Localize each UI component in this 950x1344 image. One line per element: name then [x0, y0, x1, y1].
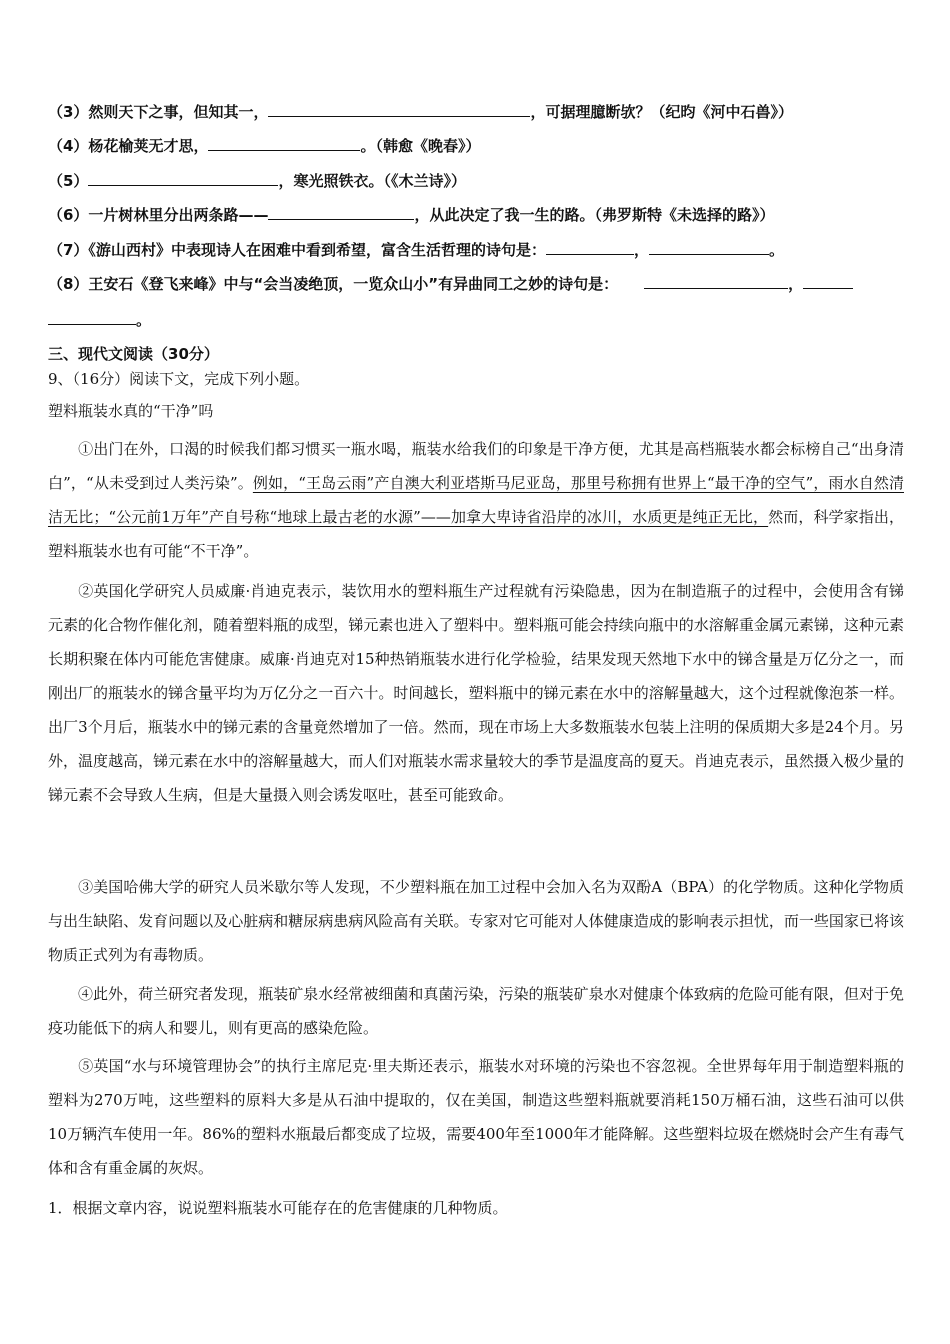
- q4-after: 。（韩愈《晚春》）: [360, 137, 481, 155]
- q7-before: （7）《游山西村》中表现诗人在困难中看到希望，富含生活哲理的诗句是：: [48, 241, 546, 259]
- fill-blank-q5: [48, 171, 466, 191]
- p4-text: ④此外，荷兰研究者发现，瓶装矿泉水经常被细菌和真菌污染，污染的瓶装矿泉水对健康个体致病的危险可能有限，但对于免疫功能低下的病人和婴儿，则有更高的感染危险。: [48, 985, 904, 1037]
- q7-answer-blank-2[interactable]: [649, 240, 769, 255]
- paragraph-2: [48, 574, 904, 812]
- p2-text: ②英国化学研究人员威廉·肖迪克表示，装饮用水的塑料瓶生产过程就有污染隐患，因为在制造瓶子的过程中，会使用含有锑元素的化合物作催化剂，随着塑料瓶的成型，锑元素也进入了塑料中。塑料瓶可能会持续向瓶中的水溶解重金属元素锑，这种元素长期积聚在体内可能危害健康。威廉·肖迪克对15种热销瓶装水进行化学检验，结果发现天然地下水中的锑含量是万亿分之一，而刚出厂的瓶装水的锑含量平均为万亿分之一百六十。时间越长，塑料瓶中的锑元素在水中的溶解量越大，这个过程就像泡茶一样。出厂3个月后，瓶装水中的锑元素的含量竟然增加了一倍。然而，现在市场上大多数瓶装水包装上注明的保质期大多是24个月。另外，温度越高，锑元素在水中的溶解量越大，而人们对瓶装水需求量较大的季节是温度高的夏天。肖迪克表示，虽然摄入极少量的锑元素不会导致人生病，但是大量摄入则会诱发呕吐，甚至可能致命。: [48, 582, 904, 804]
- q3-after: ，可据理臆断欤？（纪昀《河中石兽》）: [530, 103, 793, 121]
- p1-underlined: 例如，“王岛云雨”产自澳大利亚塔斯马尼亚岛，那里号称拥有世界上“最干净的空气”，雨水自然清洁无比；“公元前1万年”产自号称“地球上最古老的水源”——加拿大卑诗省沿岸的冰川，水质更是纯正无比，: [48, 474, 904, 526]
- paragraph-1: [48, 432, 904, 568]
- article-title: 塑料瓶装水真的“干净”吗: [48, 402, 214, 420]
- q5-answer-blank[interactable]: [88, 171, 278, 186]
- p5-text: ⑤英国“水与环境管理协会”的执行主席尼克·里夫斯还表示，瓶装水对环境的污染也不容忽视。全世界每年用于制造塑料瓶的塑料为270万吨，这些塑料的原料大多是从石油中提取的，仅在美国，制造这些塑料瓶就要消耗150万桶石油，这些石油可以供10万辆汽车使用一年。86%的塑料水瓶最后都变成了垃圾，需要400年至1000年才能降解。这些塑料垃圾在燃烧时会产生有毒气体和含有重金属的灰烬。: [48, 1057, 904, 1177]
- paragraph-4: [48, 977, 904, 1045]
- q6-before: （6）一片树林里分出两条路——: [48, 206, 269, 224]
- q7-after: 。: [768, 241, 784, 259]
- q7-mid: ，: [633, 241, 649, 259]
- q8-answer-blank-2-continued[interactable]: [48, 310, 136, 325]
- q7-answer-blank-1[interactable]: [546, 240, 634, 255]
- q8-before: （8）王安石《登飞来峰》中与“会当凌绝顶，一览众山小”有异曲同工之妙的诗句是：: [48, 275, 619, 293]
- fill-blank-q3: [48, 102, 793, 122]
- question-intro: 9、（16分）阅读下文，完成下列小题。: [48, 370, 310, 388]
- q8-mid: ，: [788, 275, 804, 293]
- q3-answer-blank[interactable]: [268, 102, 530, 117]
- p3-text: ③美国哈佛大学的研究人员米歇尔等人发现，不少塑料瓶在加工过程中会加入名为双酚A（BPA）的化学物质。这种化学物质与出生缺陷、发育问题以及心脏病和糖尿病患病风险高有关联。专家对它可能对人体健康造成的影响表示担忧，而一些国家已将该物质正式列为有毒物质。: [48, 878, 904, 964]
- q4-answer-blank[interactable]: [208, 136, 360, 151]
- q4-before: （4）杨花榆荚无才思，: [48, 137, 209, 155]
- sub-question-1: 1．根据文章内容，说说塑料瓶装水可能存在的危害健康的几种物质。: [48, 1199, 508, 1217]
- q8-answer-blank-2[interactable]: [803, 274, 853, 289]
- paragraph-3: [48, 870, 904, 972]
- fill-blank-q8-continued: [48, 310, 151, 330]
- q8-answer-blank-1[interactable]: [644, 274, 788, 289]
- q3-before: （3）然则天下之事，但知其一，: [48, 103, 269, 121]
- fill-blank-q7: [48, 240, 784, 260]
- fill-blank-q8: [48, 274, 853, 294]
- q6-answer-blank[interactable]: [268, 205, 414, 220]
- q8-after: 。: [136, 311, 152, 329]
- q5-before: （5）: [48, 172, 89, 190]
- paragraph-5: [48, 1049, 904, 1185]
- fill-blank-q4: [48, 136, 480, 156]
- p1-plain: ①出门在外，口渴的时候我们都习惯买一瓶水喝，瓶装水给我们的印象是干净方便，尤其是高档瓶装水都会标榜自己“出身清白”，“从未受到过人类污染”。: [48, 440, 904, 492]
- q6-after: ，从此决定了我一生的路。（弗罗斯特《未选择的路》）: [414, 206, 775, 224]
- section-heading: 三、现代文阅读（30分）: [48, 345, 219, 363]
- q5-after: ，寒光照铁衣。（《木兰诗》）: [278, 172, 466, 190]
- p1-tail: 然而，科学家指出，塑料瓶装水也有可能“不干净”。: [48, 508, 904, 560]
- fill-blank-q6: [48, 205, 774, 225]
